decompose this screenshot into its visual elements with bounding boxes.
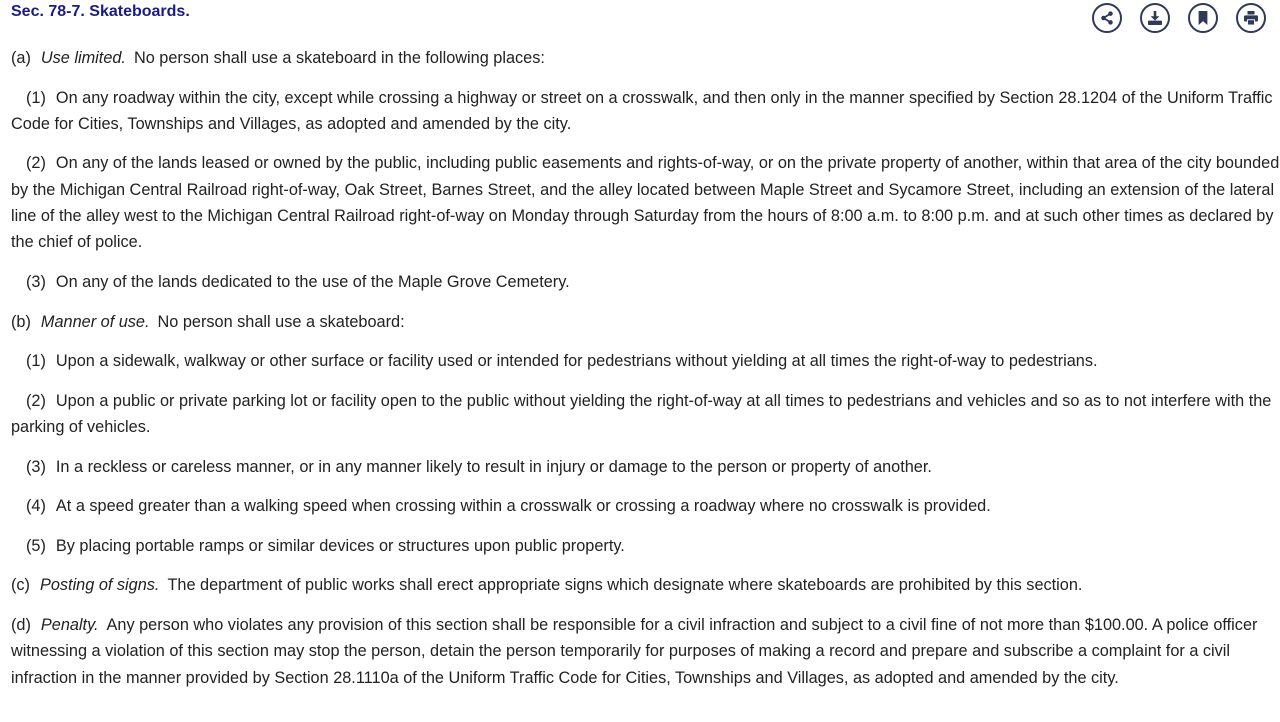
share-button[interactable] xyxy=(1092,3,1122,33)
bookmark-button[interactable] xyxy=(1188,3,1218,33)
list-item: (1) Upon a sidewalk, walkway or other surface or facility used or intended for pedestrians without yielding at all times the right-of-way to pedestrians. xyxy=(26,352,1098,371)
subsection-a: (a) Use limited. No person shall use a skateboard in the following places: xyxy=(11,49,545,67)
list-item: (5) By placing portable ramps or similar devices or structures upon public property. xyxy=(26,536,625,555)
list-item: (4) At a speed greater than a walking speed when crossing within a crosswalk or crossing a roadway where no crosswalk is provided. xyxy=(26,497,991,516)
list-item: (3) In a reckless or careless manner, or in any manner likely to result in injury or damage to the person or property of another. xyxy=(26,457,932,476)
list-item: (2) On any of the lands leased or owned by the public, including public easements and rights-of-way, or on the private property of another, within that area of the city bounded by the Michigan Central Railroad right-of-way, Oak Street, Barnes Street, and the alley located between Maple Street and Sycamore Street, including an extension of the lateral line of the alley west to the Michigan Central Railroad right-of-way on Monday through Saturday from the hours of 8:00 a.m. to 8:00 p.m. and at such other times as declared by the chief of police. xyxy=(11,154,1280,252)
document-toolbar xyxy=(1092,3,1266,33)
list-item: (3) On any of the lands dedicated to the use of the Maple Grove Cemetery. xyxy=(26,272,570,291)
download-icon xyxy=(1148,11,1162,25)
subsection-heading: Use limited. xyxy=(40,49,126,67)
subsection-heading: Posting of signs. xyxy=(39,576,160,595)
share-icon xyxy=(1100,11,1114,25)
document-body xyxy=(11,45,1280,704)
subsection-d: (d) Penalty. Any person who violates any provision of this section shall be responsible for a civil infraction and subject to a civil fine of not more than $100.00. A police officer witnessing a violation of this section may stop the person, detain the person temporarily for purposes of making a record and prepare and subscribe a complaint for a civil infraction in the manner provided by Section 28.1110a of the Uniform Traffic Code for Cities, Townships and Villages, as adopted and amended by the city. xyxy=(11,616,1258,687)
list-item: (2) Upon a public or private parking lot or facility open to the public without yielding the right-of-way at all times to pedestrians and vehicles and so as to not interfere with the parking of vehicles. xyxy=(11,391,1272,437)
subsection-heading: Manner of use. xyxy=(40,312,150,331)
download-button[interactable] xyxy=(1140,3,1170,33)
bookmark-icon xyxy=(1196,11,1210,25)
subsection-c: (c) Posting of signs. The department of public works shall erect appropriate signs which designate where skateboards are prohibited by this section. xyxy=(11,576,1083,595)
section-title: Sec. 78-7. Skateboards. xyxy=(11,3,190,20)
print-button[interactable] xyxy=(1236,3,1266,33)
subsection-heading: Penalty. xyxy=(40,616,99,635)
subsection-b: (b) Manner of use. No person shall use a skateboard: xyxy=(11,312,405,331)
print-icon xyxy=(1244,11,1258,25)
list-item: (1) On any roadway within the city, except while crossing a highway or street on a crosswalk, and then only in the manner specified by Section 28.1204 of the Uniform Traffic Code for Cities, Townships and Villages, as adopted and amended by the city. xyxy=(11,88,1273,133)
